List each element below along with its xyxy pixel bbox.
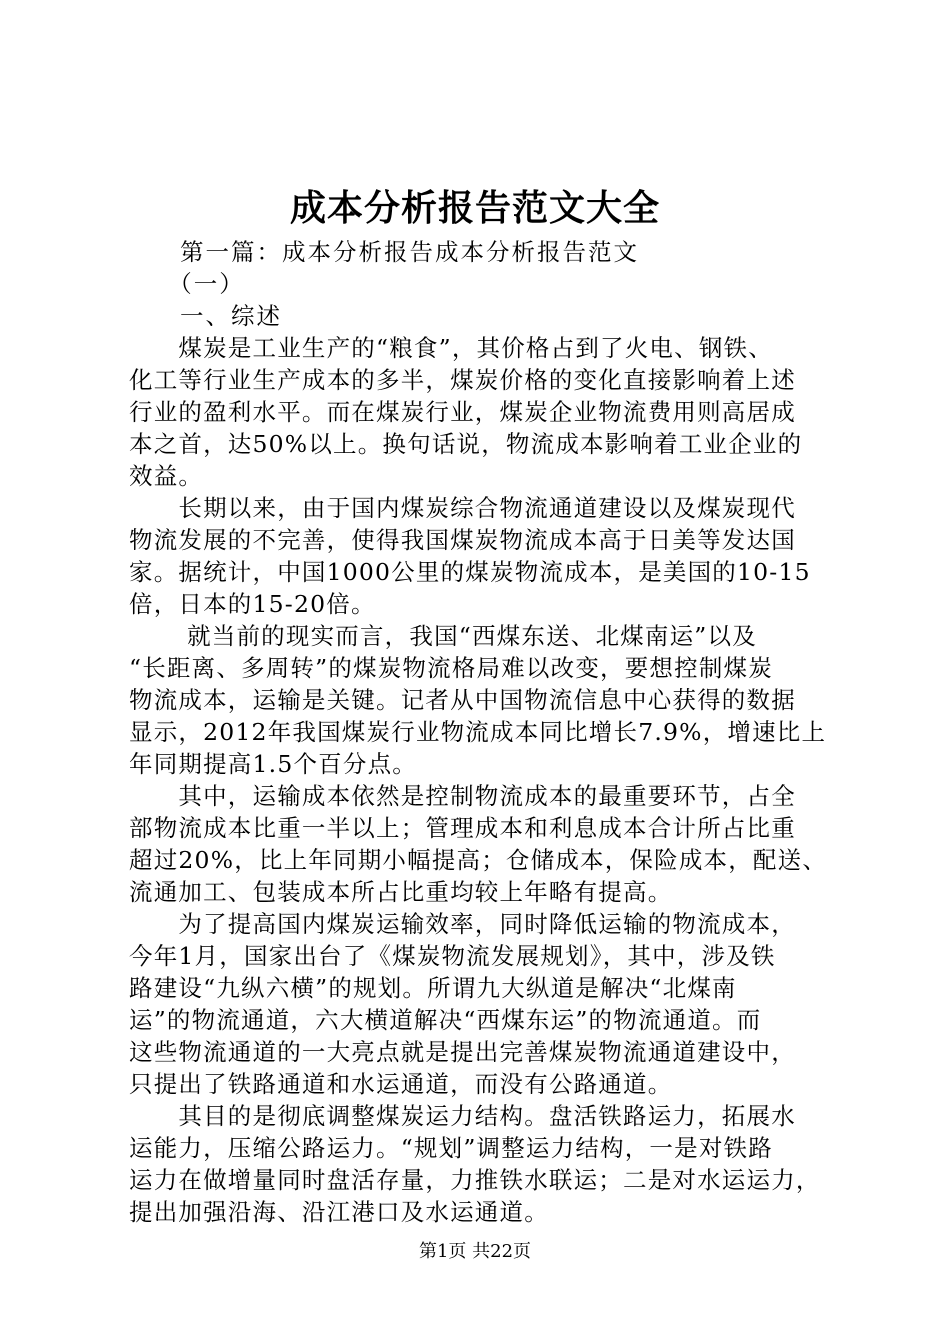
body-line: 效益。 [129, 462, 204, 490]
body-line: 本之首，达50%以上。换句话说，物流成本影响着工业企业的 [129, 430, 803, 458]
body-line: 今年1月，国家出台了《煤炭物流发展规划》，其中，涉及铁 [129, 942, 776, 970]
body-line: 提出加强沿海、沿江港口及水运通道。 [129, 1198, 549, 1226]
body-line: 只提出了铁路通道和水运通道，而没有公路通道。 [129, 1070, 673, 1098]
body-line: 年同期提高1.5个百分点。 [129, 750, 417, 778]
body-line: 行业的盈利水平。而在煤炭行业，煤炭企业物流费用则高居成 [129, 398, 796, 426]
body-line: 煤炭是工业生产的“粮食”，其价格占到了火电、钢铁、 [129, 334, 773, 362]
body-line: “长距离、多周转”的煤炭物流格局难以改变，要想控制煤炭 [129, 654, 773, 682]
body-line: 其中，运输成本依然是控制物流成本的最重要环节，占全 [129, 782, 796, 810]
body-line: 化工等行业生产成本的多半，煤炭价格的变化直接影响着上述 [129, 366, 796, 394]
body-line: 路建设“九纵六横”的规划。所谓九大纵道是解决“北煤南 [129, 974, 737, 1002]
body-line: 部物流成本比重一半以上；管理成本和利息成本合计所占比重 [129, 814, 796, 842]
page-footer: 第1页 共22页 [418, 1241, 532, 1262]
body-line: 倍，日本的15-20倍。 [129, 590, 376, 618]
body-line: 物流成本，运输是关键。记者从中国物流信息中心获得的数据 [129, 686, 796, 714]
document-title: 成本分析报告范文大全 [289, 188, 660, 229]
body-line: 超过20%，比上年同期小幅提高；仓储成本，保险成本，配送、 [129, 846, 828, 874]
body-line: 运”的物流通道，六大横道解决“西煤东运”的物流通道。而 [129, 1006, 762, 1034]
subsection-marker: （一） [129, 270, 245, 298]
body-line: 流通加工、包装成本所占比重均较上年略有提高。 [129, 878, 673, 906]
body-line: 显示，2012年我国煤炭行业物流成本同比增长7.9%，增速比上 [129, 718, 827, 746]
body-line: 就当前的现实而言，我国“西煤东送、北煤南运”以及 [129, 622, 757, 650]
body-line: 家。据统计，中国1000公里的煤炭物流成本，是美国的10-15 [129, 558, 811, 586]
body-line: 为了提高国内煤炭运输效率，同时降低运输的物流成本， [129, 910, 796, 938]
body-line: 这些物流通道的一大亮点就是提出完善煤炭物流通道建设中， [129, 1038, 796, 1066]
section-heading: 第一篇：成本分析报告成本分析报告范文 [129, 238, 639, 266]
document-body [129, 236, 829, 1228]
subsection-heading: 一、综述 [129, 302, 282, 330]
body-line: 运能力，压缩公路运力。“规划”调整运力结构，一是对铁路 [129, 1134, 773, 1162]
body-line: 物流发展的不完善，使得我国煤炭物流成本高于日美等发达国 [129, 526, 796, 554]
body-line: 其目的是彻底调整煤炭运力结构。盘活铁路运力，拓展水 [129, 1102, 796, 1130]
body-line: 长期以来，由于国内煤炭综合物流通道建设以及煤炭现代 [129, 494, 796, 522]
body-line: 运力在做增量同时盘活存量，力推铁水联运；二是对水运运力， [129, 1166, 821, 1194]
